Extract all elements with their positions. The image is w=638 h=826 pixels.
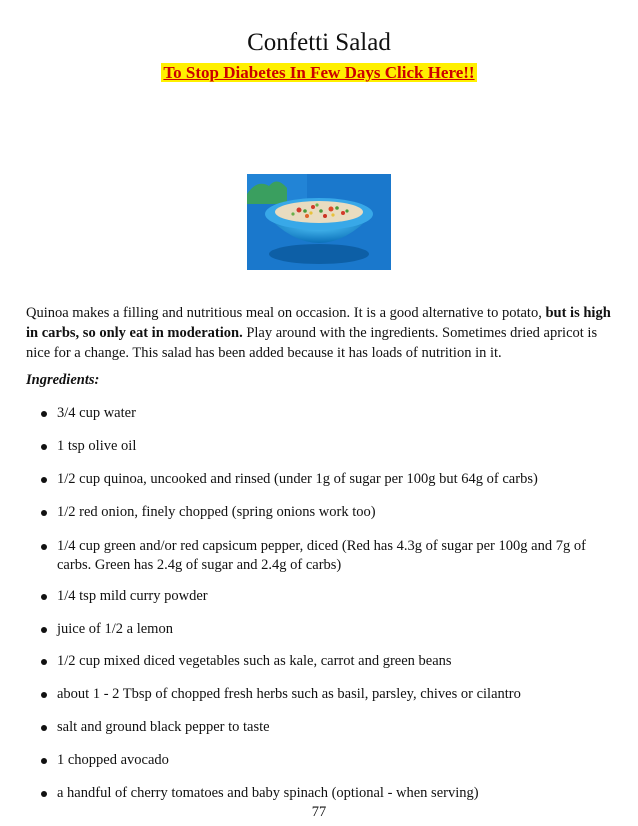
list-item: [57, 751, 617, 770]
list-item: [57, 652, 617, 671]
list-item: [57, 537, 617, 575]
page-title: Confetti Salad: [247, 29, 391, 56]
bullet-icon: [41, 444, 47, 450]
salad-bowl-image: [247, 174, 391, 270]
bullet-icon: [41, 758, 47, 764]
list-item: [57, 784, 617, 803]
ingredient-text: 1 chopped avocado: [57, 752, 169, 768]
bullet-icon: [41, 791, 47, 797]
bullet-icon: [41, 627, 47, 633]
ingredient-text: juice of 1/2 a lemon: [57, 621, 173, 637]
ingredient-text: 1/2 cup quinoa, uncooked and rinsed (under 1g of sugar per 100g but 64g of carbs): [57, 471, 538, 487]
list-item: [57, 620, 617, 639]
intro-text-2: Play around with the ingredients. Sometimes dried apricot is nice for a change. This salad has been added because it has loads of nutrition in it.: [26, 325, 598, 361]
bullet-icon: [41, 594, 47, 600]
bullet-icon: [41, 510, 47, 516]
list-item: [57, 404, 617, 423]
promo-link[interactable]: To Stop Diabetes In Few Days Click Here!!: [163, 63, 475, 82]
ingredient-text: 1/2 red onion, finely chopped (spring onions work too): [57, 504, 376, 520]
list-item: [57, 470, 617, 489]
ingredient-text: 1 tsp olive oil: [57, 438, 137, 454]
list-item: [57, 437, 617, 456]
bullet-icon: [41, 725, 47, 731]
bullet-icon: [41, 477, 47, 483]
list-item: [57, 503, 617, 522]
intro-text-1: Quinoa makes a filling and nutritious meal on occasion. It is a good alternative to potato,: [26, 305, 546, 321]
promo-banner: [0, 62, 638, 84]
ingredient-text: 1/4 tsp mild curry powder: [57, 588, 208, 604]
list-item: [57, 587, 617, 606]
ingredient-text: 1/4 cup green and/or red capsicum pepper, diced (Red has 4.3g of sugar per 100g and 7g of carbs. Green has 2.4g of sugar and 2.4g of carbs): [57, 538, 586, 573]
ingredient-text: salt and ground black pepper to taste: [57, 719, 270, 735]
ingredient-text: 3/4 cup water: [57, 405, 136, 421]
bullet-icon: [41, 692, 47, 698]
bullet-icon: [41, 544, 47, 550]
list-item: [57, 718, 617, 737]
bullet-icon: [41, 411, 47, 417]
ingredient-text: about 1 - 2 Tbsp of chopped fresh herbs such as basil, parsley, chives or cilantro: [57, 686, 521, 702]
ingredient-text: 1/2 cup mixed diced vegetables such as kale, carrot and green beans: [57, 653, 452, 669]
page-number: 77: [311, 804, 327, 820]
ingredient-text: a handful of cherry tomatoes and baby spinach (optional - when serving): [57, 785, 479, 801]
list-item: [57, 685, 617, 704]
bullet-icon: [41, 659, 47, 665]
intro-paragraph: [26, 303, 616, 363]
ingredients-heading: Ingredients:: [26, 372, 100, 388]
intro-text-bold: but is high in carbs, so only eat in moderation.: [26, 305, 611, 341]
